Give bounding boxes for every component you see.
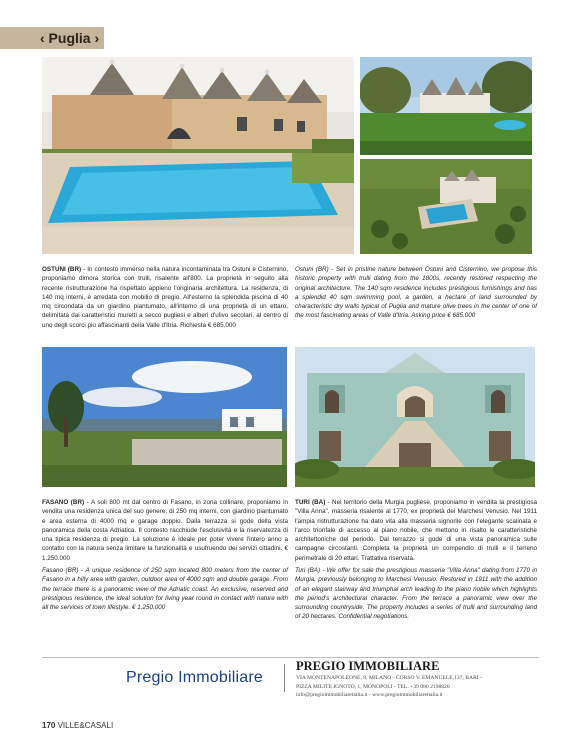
agency-address-1: VIA MONTENAPOLEONE, 8, MILANO - CORSO V. EMANUELE,137, BARI - <box>296 675 482 681</box>
agency-info <box>296 658 556 700</box>
ostuni-it-body: - In contesto immerso nella natura incontaminata tra Ostuni e Cisternino, proponiamo dimora storica con trulli, risalente all'800. La proprietà in seguito alla recente ristrutturazione ha rispettato appieno l'originaria architettura. La residenza, di 140 mq interni, è arredata con mobilio di pregio. All'esterno la splendida piscina di 40 mq circondata da un giardino piantumato, all'interno di una proprietà di un ettaro, delimitata dai caratteristici muretti a secco pugliesi e alberi d'ulivo secolari, al centro di uno degli scorci più affascinanti della Valle d'Itria. Richiesta € 685.000 <box>42 266 289 329</box>
turi-en-text: Turi (BA) - We offer for sale the prestigious masseria "Villa Anna" dating from 1770 in Murgia, previously belonging to Marchesi Venusio. Restored in 1911 with the addition of an elegant stairway and triumphal arch leading to the piano nobile which highlights the period's architectural character. From the terrace a panoramic view over the surrounding countryside. The property includes a series of trulli and surrounding land of 20 hectares. Confidential negotiations. <box>295 567 537 621</box>
magazine-name: VILLE&CASALI <box>57 721 114 730</box>
agency-contact[interactable]: info@pregioimmobiliareitalia.it - www.pregioimmobiliareitalia.it <box>296 692 443 699</box>
turi-it-text <box>295 498 537 563</box>
agency-logo-text: Pregio Immobiliare <box>126 669 263 686</box>
ostuni-en-text: Ostuni (BR) - Set in pristine nature between Ostuni and Cisternino, we propose this historic property with trulli dating from the 1800s, recently restored respecting the original architecture. The 140 sqm residence includes prestigious furnishings and has a splendid 40 sqm swimming pool, a garden, a hectare of land surrounded by characteristic dry walls typical of Puglia and mature olive trees in the center of one of the most fascinating areas of Valle d'Itria. Asking price € 685.000 <box>295 266 537 320</box>
ostuni-pool-photo <box>42 57 354 254</box>
turi-it-body: - Nel territorio della Murgia pugliese, proponiamo in vendita la prestigiosa "Villa Anna", masseria risalente al 1770, ex proprietà dei Marchesi Venusio. Nel 1911 l'ampia ristrutturazione ha dato vita alla masseria signorile con l'elegante scalinata e l'arco trionfale di accesso al piano nobile, che mettono in risalto le caratteristiche architettoniche del periodo. Dal terrazzo si gode di una vista panoramica sulle campagne circostanti. Completa la proprietà un compendio di trulli e il terreno perimetrale di 20 ettari. Trattativa riservata. <box>295 499 537 562</box>
fasano-en-text: Fasano (BR) - A unique residence of 250 sqm located 800 meters from the center of Fasano in a hilly area with garden, outdoor area of 4000 sqm and double garage. From the terrace there is a panoramic view of the Adriatic coast. An exclusive, reserved and prestigious residence, the ideal solution for living year round in contact with nature with all the services of town lifestyle. € 1.250.000 <box>42 567 288 612</box>
section-tab <box>0 27 104 49</box>
ostuni-heading: OSTUNI (BR) <box>42 266 82 273</box>
ostuni-garden-photo <box>360 57 532 155</box>
fasano-photo <box>42 347 287 487</box>
fasano-heading: FASANO (BR) <box>42 499 85 506</box>
agency-name: PREGIO IMMOBILIARE <box>296 659 440 673</box>
agency-address-2: PIZZA MILITE IGNOTO, 1, MONOPOLI - TEL. +39 080 2198820 <box>296 683 450 690</box>
page-footer <box>42 721 113 730</box>
fasano-it-text <box>42 498 288 563</box>
turi-photo <box>295 347 535 487</box>
ostuni-aerial-photo <box>360 159 532 254</box>
agency-logo <box>126 664 285 692</box>
turi-heading: TURI (BA) <box>295 499 326 506</box>
page-number: 170 <box>42 721 56 730</box>
fasano-it-body: - A soli 800 mt dal centro di Fasano, in zona collinare, proponiamo in vendita una residenza unica del suo genere, di 250 mq interni, con giardino piantumato e area esterna di 4000 mq e garage doppio. Dalla terrazza si gode della vista panoramica della costa Adriatica. Il contesto racchiude l'esclusività e la riservatezza di una tipica residenza di pregio. La soluzione è ideale per poter vivere l'intero anno a contatto con la natura senza limitare la funzionalità e usufruendo dei servizi cittadini. € 1.250.000 <box>42 499 288 562</box>
section-title: ‹ Puglia › <box>40 30 100 46</box>
ostuni-it-text <box>42 265 288 330</box>
